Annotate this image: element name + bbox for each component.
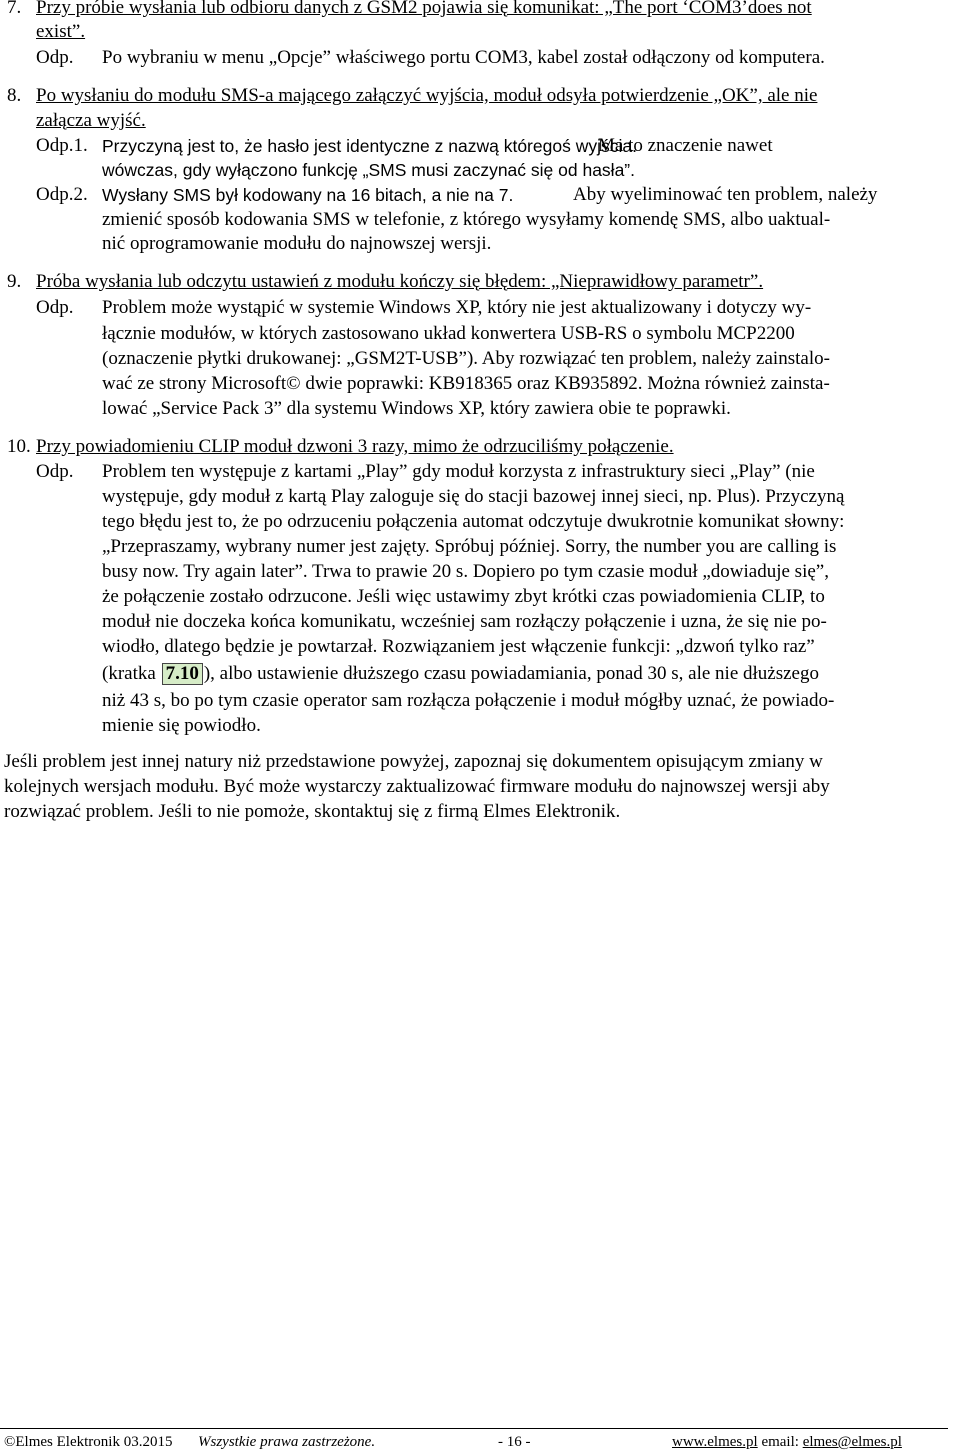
answer-text: „Przepraszamy, wybrany numer jest zajęty. Spróbuj później. Sorry, the number you are calling is [102,536,837,557]
answer-text: Przyczyną jest to, że hasło jest identyczne z nazwą któregoś wyjścia. [102,136,637,156]
answer-text: że połączenie zostało odrzucone. Jeśli więc ustawimy zbyt krótki czas powiadomienia CLIP, to [102,586,825,607]
answer-text-kratka-line [102,662,819,686]
item-number: 8. [7,85,22,106]
kratka-suffix: ), albo ustawienie dłuższego czasu powiadamiania, ponad 30 s, ale nie dłuższego [203,663,819,684]
answer-text: Wysłany SMS był kodowany na 16 bitach, a nie na 7. [102,185,514,205]
answer-text: wówczas, gdy wyłączono funkcję „SMS musi zaczynać się od hasła”. [102,160,635,180]
question-text: Próba wysłania lub odczytu ustawień z modułu kończy się błędem: „Nieprawidłowy parametr”. [36,271,764,292]
answer-text: Problem może wystąpić w systemie Windows XP, który nie jest aktualizowany i dotyczy wy- [102,297,812,318]
answer-text: zmienić sposób kodowania SMS w telefonie, z którego wysyłamy komendę SMS, albo uaktual- [102,209,831,230]
answer-label: Odp. [36,461,74,482]
footer-contact [672,1433,902,1451]
email-link[interactable]: elmes@elmes.pl [802,1434,902,1450]
answer-text: występuje, gdy moduł z kartą Play zaloguje się do stacji bazowej innej sieci, np. Plus). Przyczyną [102,486,845,507]
kratka-prefix: (kratka [102,663,156,684]
footer-rights-text: Wszystkie prawa zastrzeżone. [198,1434,376,1450]
answer-label: Odp. [36,297,74,318]
footer-page-number: - 16 - [498,1434,531,1450]
answer-text: lować „Service Pack 3” dla systemu Windows XP, który zawiera obie te poprawki. [102,398,731,419]
answer-text: Aby wyeliminować ten problem, należy [573,184,878,205]
answer-label: Odp.2. [36,184,88,205]
email-label: email: [761,1434,799,1450]
question-text: Przy powiadomieniu CLIP moduł dzwoni 3 razy, mimo że odrzuciliśmy połączenie. [36,436,674,457]
footer-divider [0,1428,948,1429]
answer-text: tego błędu jest to, że po odrzuceniu połączenia automat odczytuje dwukrotnie komunikat słowny: [102,511,845,532]
kratka-reference[interactable]: 7.10 [162,663,203,685]
answer-text: Problem ten występuje z kartami „Play” gdy moduł korzysta z infrastruktury sieci „Play” (nie [102,461,815,482]
question-text: Przy próbie wysłania lub odbioru danych z GSM2 pojawia się komunikat: „The port ‘COM3’does not [36,0,812,18]
footer-rights [198,1433,375,1451]
answer-text: Po wybraniu w menu „Opcje” właściwego portu COM3, kabel został odłączony od komputera. [102,47,825,68]
answer-label: Odp.1. [36,135,88,156]
item-number: 7. [7,0,22,18]
answer-label: Odp. [36,47,74,68]
item-number: 10. [7,436,31,457]
question-text-cont: exist”. [36,21,86,42]
item-number: 9. [7,271,22,292]
closing-paragraph-line: rozwiązać problem. Jeśli to nie pomoże, skontaktuj się z firmą Elmes Elektronik. [4,801,621,822]
question-text-cont: załącza wyjść. [36,110,146,131]
question-text: Po wysłaniu do modułu SMS-a mającego załączyć wyjścia, moduł odsyła potwierdzenie „OK”, ale nie [36,85,818,106]
website-link[interactable]: www.elmes.pl [672,1434,758,1450]
answer-text: wać ze strony Microsoft© dwie poprawki: KB918365 oraz KB935892. Można również zainsta- [102,373,830,394]
answer-text: busy now. Try again later”. Trwa to prawie 20 s. Dopiero po tym czasie moduł „dowiaduje się”, [102,561,829,582]
answer-text: łącznie modułów, w których zastosowano układ konwertera USB-RS o symbolu MCP2200 [102,323,795,344]
answer-text: moduł nie doczeka końca komunikatu, wcześniej sam rozłączy połączenie i uzna, że się nie po- [102,611,827,632]
answer-text: mienie się powiodło. [102,715,261,736]
closing-paragraph-line: Jeśli problem jest innej natury niż przedstawione powyżej, zapoznaj się dokumentem opisującym zmiany w [4,751,823,772]
answer-text: Ma to znaczenie nawet [598,135,773,156]
answer-text: wiodło, dlatego będzie je powtarzał. Rozwiązaniem jest włączenie funkcji: „dzwoń tylko raz” [102,636,815,657]
answer-text: (oznaczenie płytki drukowanej: „GSM2T-USB”). Aby rozwiązać ten problem, należy zainstalo- [102,348,830,369]
answer-text: niż 43 s, bo po tym czasie operator sam rozłącza połączenie i moduł mógłby uznać, że powiado- [102,690,835,711]
footer-company: ©Elmes Elektronik 03.2015 [4,1434,173,1450]
closing-paragraph-line: kolejnych wersjach modułu. Być może wystarczy zaktualizować firmware modułu do najnowszej wersji aby [4,776,830,797]
answer-text: nić oprogramowanie modułu do najnowszej wersji. [102,233,492,254]
